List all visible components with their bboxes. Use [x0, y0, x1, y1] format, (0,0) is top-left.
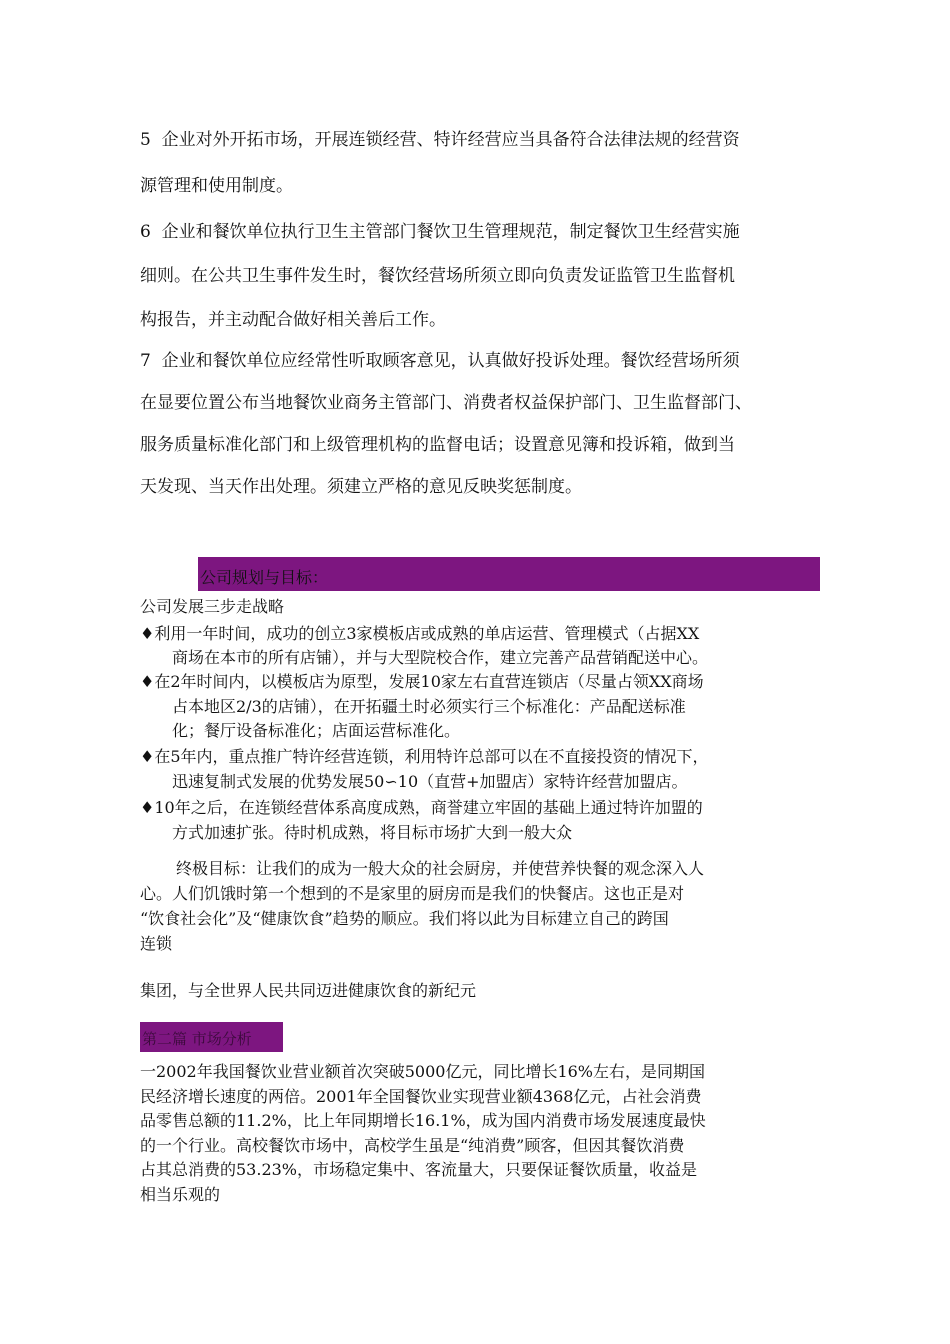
rule-text-line: 服务质量标准化部门和上级管理机构的监督电话；设置意见簿和投诉箱，做到当 [140, 435, 735, 455]
market-analysis-line: 一2002年我国餐饮业营业额首次突破5000亿元，同比增长16%左右，是同期国 [140, 1062, 706, 1081]
rule-text-line: 企业和餐饮单位应经常性听取顾客意见，认真做好投诉处理。餐饮经营场所须 [161, 351, 740, 371]
strategy-bullet: ♦在5年内，重点推广特许经营连锁，利用特许总部可以在不直接投资的情况下， [140, 747, 709, 766]
ultimate-goal-line: 终极目标：让我们的成为一般大众的社会厨房，并使营养快餐的观念深入人 [176, 859, 705, 878]
rule-text-line: 企业和餐饮单位执行卫生主管部门餐饮卫生管理规范，制定餐饮卫生经营实施 [161, 222, 740, 242]
diamond-bullet-icon: ♦ [140, 747, 155, 766]
strategy-bullet: ♦在2年时间内，以模板店为原型，发展10家左右直营连锁店（尽量占领XX商场 [140, 672, 704, 691]
rule-7 [140, 349, 830, 499]
chapter-heading: 第二篇 市场分析 [142, 1030, 252, 1048]
ultimate-goal-line: 连锁 [140, 934, 173, 953]
strategy-bullet-cont: 方式加速扩张。待时机成熟，将目标市场扩大到一般大众 [172, 823, 573, 842]
rule-5 [140, 128, 830, 198]
rule-number: 7 [140, 351, 151, 371]
rule-text-line: 在显要位置公布当地餐饮业商务主管部门、消费者权益保护部门、卫生监督部门、 [140, 393, 752, 413]
rule-6 [140, 220, 830, 332]
strategy-bullet: ♦10年之后，在连锁经营体系高度成熟，商誉建立牢固的基础上通过特许加盟的 [140, 798, 703, 817]
strategy-bullet: ♦利用一年时间，成功的创立3家模板店或成熟的单店运营、管理模式（占据XX [140, 624, 700, 643]
rule-text-line: 天发现、当天作出处理。须建立严格的意见反映奖惩制度。 [140, 477, 582, 497]
rule-number: 5 [140, 130, 151, 150]
market-analysis-line: 占其总消费的53.23%，市场稳定集中、客流量大，只要保证餐饮质量，收益是 [140, 1160, 698, 1179]
diamond-bullet-icon: ♦ [140, 624, 155, 643]
section-heading: 公司规划与目标： [200, 568, 329, 587]
ultimate-goal-tail: 集团，与全世界人民共同迈进健康饮食的新纪元 [140, 981, 477, 1000]
strategy-bullet-cont: 商场在本市的所有店铺），并与大型院校合作，建立完善产品营销配送中心。 [172, 648, 709, 667]
strategy-title: 公司发展三步走战略 [140, 597, 285, 616]
market-analysis-line: 民经济增长速度的两倍。2001年全国餐饮业实现营业额4368亿元，占社会消费 [140, 1087, 702, 1106]
ultimate-goal-line: “饮食社会化”及“健康饮食”趋势的顺应。我们将以此为目标建立自己的跨国 [140, 909, 669, 928]
rule-number: 6 [140, 222, 151, 242]
market-analysis-line: 的一个行业。高校餐饮市场中，高校学生虽是“纯消费”顾客，但因其餐饮消费 [140, 1136, 685, 1155]
diamond-bullet-icon: ♦ [140, 672, 155, 691]
market-analysis-line: 品零售总额的11.2%，比上年同期增长16.1%，成为国内消费市场发展速度最快 [140, 1111, 706, 1130]
ultimate-goal-line: 心。人们饥饿时第一个想到的不是家里的厨房而是我们的快餐店。这也正是对 [140, 884, 685, 903]
diamond-bullet-icon: ♦ [140, 798, 155, 817]
market-analysis-line: 相当乐观的 [140, 1185, 221, 1204]
rule-text-line: 构报告，并主动配合做好相关善后工作。 [140, 310, 446, 330]
strategy-bullet-cont: 迅速复制式发展的优势发展50∽10（直营+加盟店）家特许经营加盟店。 [172, 772, 688, 791]
rule-text-line: 细则。在公共卫生事件发生时，餐饮经营场所须立即向负责发证监管卫生监督机 [140, 266, 735, 286]
rule-text-line: 企业对外开拓市场，开展连锁经营、特许经营应当具备符合法律法规的经营资 [161, 130, 740, 150]
rule-text-line: 源管理和使用制度。 [140, 176, 293, 196]
strategy-bullet-cont: 化；餐厅设备标准化；店面运营标准化。 [172, 721, 461, 740]
strategy-bullet-cont: 占本地区2/3的店铺），在开拓疆土时必须实行三个标准化：产品配送标准 [172, 697, 686, 716]
